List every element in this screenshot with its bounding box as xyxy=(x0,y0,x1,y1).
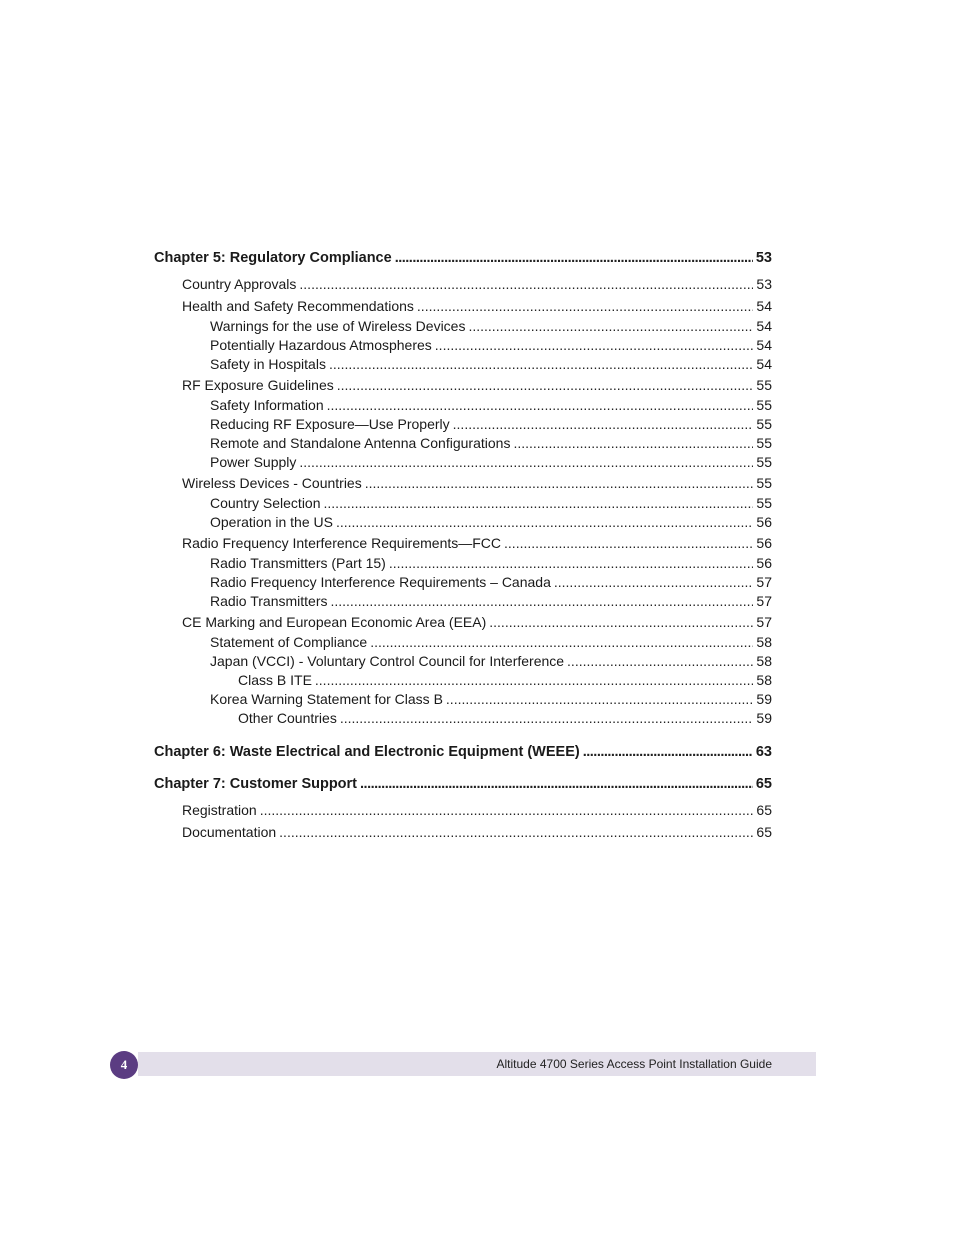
toc-entry-page: 59 xyxy=(756,691,772,707)
toc-entry-safety-in-hospitals[interactable] xyxy=(154,355,772,374)
toc-entry-title: Class B ITE xyxy=(238,672,312,688)
toc-entry-page: 57 xyxy=(756,614,772,630)
dot-leader xyxy=(279,821,753,843)
toc-entry-title: CE Marking and European Economic Area (EEA) xyxy=(182,614,487,630)
dot-leader xyxy=(446,690,754,709)
dot-leader xyxy=(395,246,753,270)
footer-band xyxy=(138,1052,816,1076)
toc-entry-page: 55 xyxy=(756,397,772,413)
dot-leader xyxy=(567,652,753,671)
section-spacer xyxy=(154,764,772,772)
footer-document-title: Altitude 4700 Series Access Point Installation Guide xyxy=(496,1057,772,1071)
toc-chapter-7[interactable] xyxy=(154,772,772,796)
toc-chapter-5[interactable] xyxy=(154,246,772,270)
dot-leader xyxy=(453,415,754,434)
toc-entry-antenna-configurations[interactable] xyxy=(154,434,772,453)
toc-entry-country-selection[interactable] xyxy=(154,494,772,513)
toc-entry-operation-in-us[interactable] xyxy=(154,513,772,532)
toc-entry-title: Radio Transmitters (Part 15) xyxy=(210,555,386,571)
section-spacer xyxy=(154,728,772,740)
toc-entry-other-countries[interactable] xyxy=(154,709,772,728)
toc-entry-page: 56 xyxy=(756,535,772,551)
dot-leader xyxy=(327,396,754,415)
toc-entry-country-approvals[interactable] xyxy=(154,273,772,295)
toc-entry-health-and-safety[interactable] xyxy=(154,295,772,317)
toc-entry-wireless-devices-countries[interactable] xyxy=(154,472,772,494)
toc-entry-page: 65 xyxy=(755,776,772,792)
toc-entry-title: Remote and Standalone Antenna Configurations xyxy=(210,435,511,451)
dot-leader xyxy=(513,434,753,453)
toc-entry-page: 57 xyxy=(756,574,772,590)
toc-entry-radio-transmitters[interactable] xyxy=(154,592,772,611)
toc-entry-rfi-fcc[interactable] xyxy=(154,532,772,554)
toc-entry-ce-marking[interactable] xyxy=(154,611,772,633)
toc-entry-page: 55 xyxy=(756,416,772,432)
toc-entry-registration[interactable] xyxy=(154,799,772,821)
toc-entry-power-supply[interactable] xyxy=(154,453,772,472)
toc-entry-title: Radio Transmitters xyxy=(210,593,328,609)
dot-leader xyxy=(260,799,754,821)
toc-entry-title: Chapter 7: Customer Support xyxy=(154,776,358,792)
toc-entry-page: 65 xyxy=(756,802,772,818)
toc-entry-title: Chapter 6: Waste Electrical and Electronic Equipment (WEEE) xyxy=(154,744,580,760)
toc-entry-rf-exposure-guidelines[interactable] xyxy=(154,374,772,396)
dot-leader xyxy=(340,709,754,728)
toc-entry-title: Chapter 5: Regulatory Compliance xyxy=(154,250,392,266)
toc-entry-title: Other Countries xyxy=(238,710,337,726)
dot-leader xyxy=(489,611,753,633)
toc-entry-page: 54 xyxy=(756,337,772,353)
toc-entry-page: 56 xyxy=(756,555,772,571)
toc-entry-page: 54 xyxy=(756,318,772,334)
dot-leader xyxy=(299,453,753,472)
dot-leader xyxy=(435,336,754,355)
toc-entry-page: 55 xyxy=(756,475,772,491)
toc-entry-page: 55 xyxy=(756,435,772,451)
toc-entry-page: 55 xyxy=(756,377,772,393)
toc-entry-title: Documentation xyxy=(182,824,277,840)
toc-entry-title: Safety Information xyxy=(210,397,324,413)
dot-leader xyxy=(360,772,753,796)
toc-entry-page: 53 xyxy=(756,276,772,292)
dot-leader xyxy=(315,671,754,690)
toc-entry-reducing-rf-exposure[interactable] xyxy=(154,415,772,434)
dot-leader xyxy=(504,532,753,554)
toc-entry-page: 54 xyxy=(756,298,772,314)
toc-entry-radio-transmitters-part15[interactable] xyxy=(154,554,772,573)
table-of-contents xyxy=(154,246,772,843)
toc-entry-japan-vcci[interactable] xyxy=(154,652,772,671)
dot-leader xyxy=(329,355,753,374)
toc-entry-title: RF Exposure Guidelines xyxy=(182,377,334,393)
dot-leader xyxy=(337,374,754,396)
toc-entry-page: 59 xyxy=(756,710,772,726)
toc-entry-title: Radio Frequency Interference Requirements – Canada xyxy=(210,574,551,590)
toc-entry-title: Reducing RF Exposure—Use Properly xyxy=(210,416,450,432)
dot-leader xyxy=(324,494,754,513)
toc-entry-title: Radio Frequency Interference Requirements—FCC xyxy=(182,535,502,551)
toc-entry-title: Warnings for the use of Wireless Devices xyxy=(210,318,466,334)
toc-entry-statement-of-compliance[interactable] xyxy=(154,633,772,652)
toc-entry-rfi-canada[interactable] xyxy=(154,573,772,592)
dot-leader xyxy=(370,633,753,652)
toc-entry-wireless-warnings[interactable] xyxy=(154,317,772,336)
toc-entry-page: 57 xyxy=(756,593,772,609)
toc-entry-title: Wireless Devices - Countries xyxy=(182,475,362,491)
toc-entry-hazardous-atmospheres[interactable] xyxy=(154,336,772,355)
dot-leader xyxy=(468,317,753,336)
dot-leader xyxy=(330,592,753,611)
toc-entry-page: 55 xyxy=(756,495,772,511)
toc-entry-title: Health and Safety Recommendations xyxy=(182,298,414,314)
toc-entry-korea-warning[interactable] xyxy=(154,690,772,709)
toc-entry-page: 58 xyxy=(756,672,772,688)
toc-entry-page: 53 xyxy=(755,250,772,266)
toc-entry-title: Country Approvals xyxy=(182,276,297,292)
dot-leader xyxy=(299,273,753,295)
page-number-badge: 4 xyxy=(110,1051,138,1079)
toc-entry-safety-information[interactable] xyxy=(154,396,772,415)
toc-entry-title: Country Selection xyxy=(210,495,321,511)
toc-entry-page: 56 xyxy=(756,514,772,530)
dot-leader xyxy=(336,513,753,532)
toc-entry-documentation[interactable] xyxy=(154,821,772,843)
dot-leader xyxy=(583,740,753,764)
toc-chapter-6[interactable] xyxy=(154,740,772,764)
toc-entry-title: Safety in Hospitals xyxy=(210,356,326,372)
toc-entry-title: Statement of Compliance xyxy=(210,634,368,650)
toc-entry-title: Registration xyxy=(182,802,257,818)
toc-entry-title: Korea Warning Statement for Class B xyxy=(210,691,443,707)
toc-entry-page: 65 xyxy=(756,824,772,840)
toc-entry-title: Potentially Hazardous Atmospheres xyxy=(210,337,432,353)
toc-entry-page: 54 xyxy=(756,356,772,372)
toc-entry-page: 58 xyxy=(756,653,772,669)
toc-entry-title: Operation in the US xyxy=(210,514,333,530)
toc-entry-page: 63 xyxy=(755,744,772,760)
dot-leader xyxy=(554,573,754,592)
toc-entry-page: 55 xyxy=(756,454,772,470)
toc-entry-title: Power Supply xyxy=(210,454,297,470)
toc-entry-class-b-ite[interactable] xyxy=(154,671,772,690)
dot-leader xyxy=(417,295,754,317)
dot-leader xyxy=(389,554,754,573)
toc-entry-page: 58 xyxy=(756,634,772,650)
toc-entry-title: Japan (VCCI) - Voluntary Control Council for Interference xyxy=(210,653,565,669)
dot-leader xyxy=(365,472,754,494)
